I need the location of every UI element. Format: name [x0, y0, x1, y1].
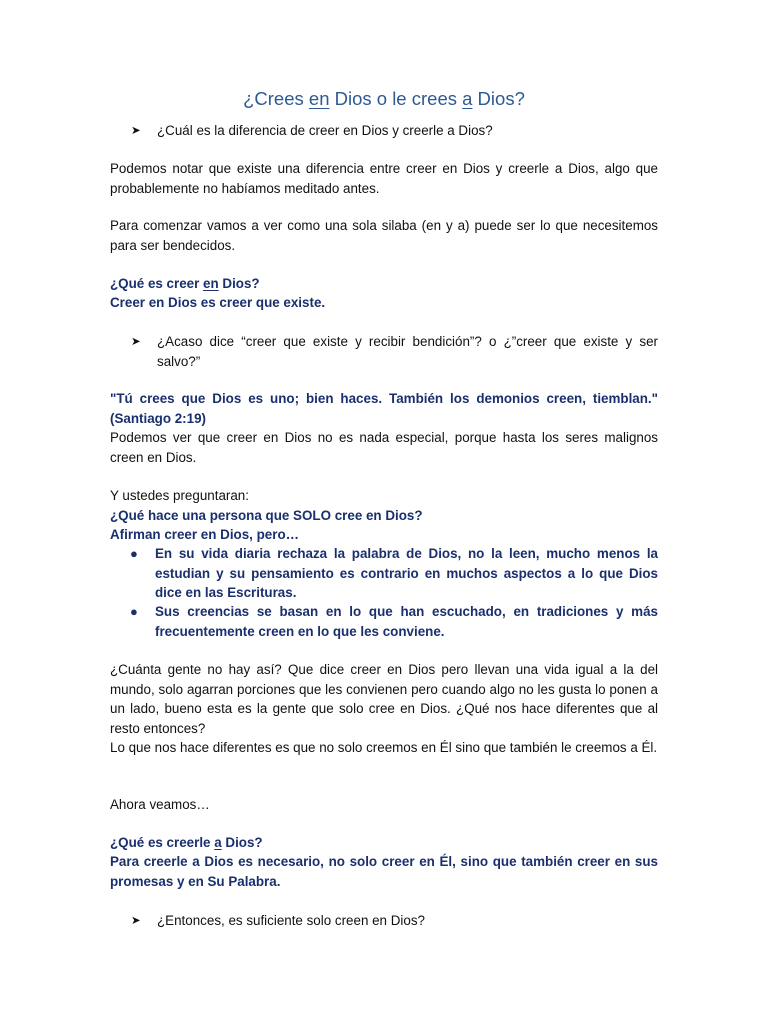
title-part-4: a — [462, 88, 473, 109]
scripture-quote: "Tú crees que Dios es uno; bien haces. También los demonios creen, tiemblan." (Santiago 2:19) — [110, 391, 658, 426]
arrow-item-text: ¿Cuál es la diferencia de creer en Dios y creerle a Dios? — [157, 123, 493, 138]
bullet-item-text: Sus creencias se basan en lo que han escuchado, en tradiciones y más frecuentemente creen en lo que les conviene. — [155, 604, 658, 639]
title-part-1: ¿Crees — [243, 88, 309, 109]
paragraph: Para comenzar vamos a ver como una sola silaba (en y a) puede ser lo que necesitemos para ser bendecidos. — [110, 218, 658, 253]
paragraph: Podemos ver que creer en Dios no es nada especial, porque hasta los seres malignos creen en Dios. — [110, 430, 658, 465]
dot-bullet-icon: ● — [130, 604, 138, 619]
arrow-item-text: ¿Entonces, es suficiente solo creen en Dios? — [157, 913, 425, 928]
section-subheading: Para creerle a Dios es necesario, no solo creer en Él, sino que también creer en sus promesas y en Su Palabra. — [110, 854, 658, 889]
question-heading: ¿Qué hace una persona que SOLO cree en Dios? — [110, 508, 423, 523]
paragraph: Podemos notar que existe una diferencia entre creer en Dios y creerle a Dios, algo que probablemente no habíamos meditado antes. — [110, 161, 658, 196]
paragraph: Ahora veamos… — [110, 797, 210, 812]
question-intro: Afirman creer en Dios, pero… — [110, 527, 300, 542]
paragraph: Y ustedes preguntaran: — [110, 488, 249, 503]
arrow-list-item — [133, 332, 658, 372]
title-part-5: Dios? — [472, 88, 525, 109]
title-part-3: Dios o le crees — [329, 88, 463, 109]
paragraph: ¿Cuánta gente no hay así? Que dice creer en Dios pero llevan una vida igual a la del mundo, solo agarran porciones que les convienen pero cuando algo no les gusta lo ponen a un lado, bueno esta es la gente que solo cree en Dios. ¿Qué nos hace diferentes que al resto entonces? — [110, 662, 658, 736]
section-heading: ¿Qué es creer en Dios? — [110, 276, 260, 291]
section-heading: ¿Qué es creerle a Dios? — [110, 835, 263, 850]
arrow-bullet-icon: ➤ — [131, 336, 141, 348]
bullet-item-text: En su vida diaria rechaza la palabra de Dios, no la leen, mucho menos la estudian y su pensamiento es contrario en muchos aspectos a lo que Dios dice en las Escrituras. — [155, 546, 658, 600]
document-title — [0, 86, 768, 112]
dot-bullet-icon: ● — [130, 546, 138, 561]
arrow-bullet-icon: ➤ — [131, 125, 141, 137]
paragraph: Lo que nos hace diferentes es que no solo creemos en Él sino que también le creemos a Él. — [110, 740, 658, 755]
section-subheading: Creer en Dios es creer que existe. — [110, 295, 326, 310]
arrow-item-text: ¿Acaso dice “creer que existe y recibir bendición”? o ¿”creer que existe y ser salvo?” — [157, 334, 658, 369]
arrow-bullet-icon: ➤ — [131, 915, 141, 927]
arrow-list-item — [133, 121, 658, 141]
bullet-list-item — [130, 602, 658, 642]
arrow-list-item — [133, 911, 658, 931]
title-part-2: en — [308, 88, 330, 109]
bullet-list-item — [130, 544, 658, 603]
